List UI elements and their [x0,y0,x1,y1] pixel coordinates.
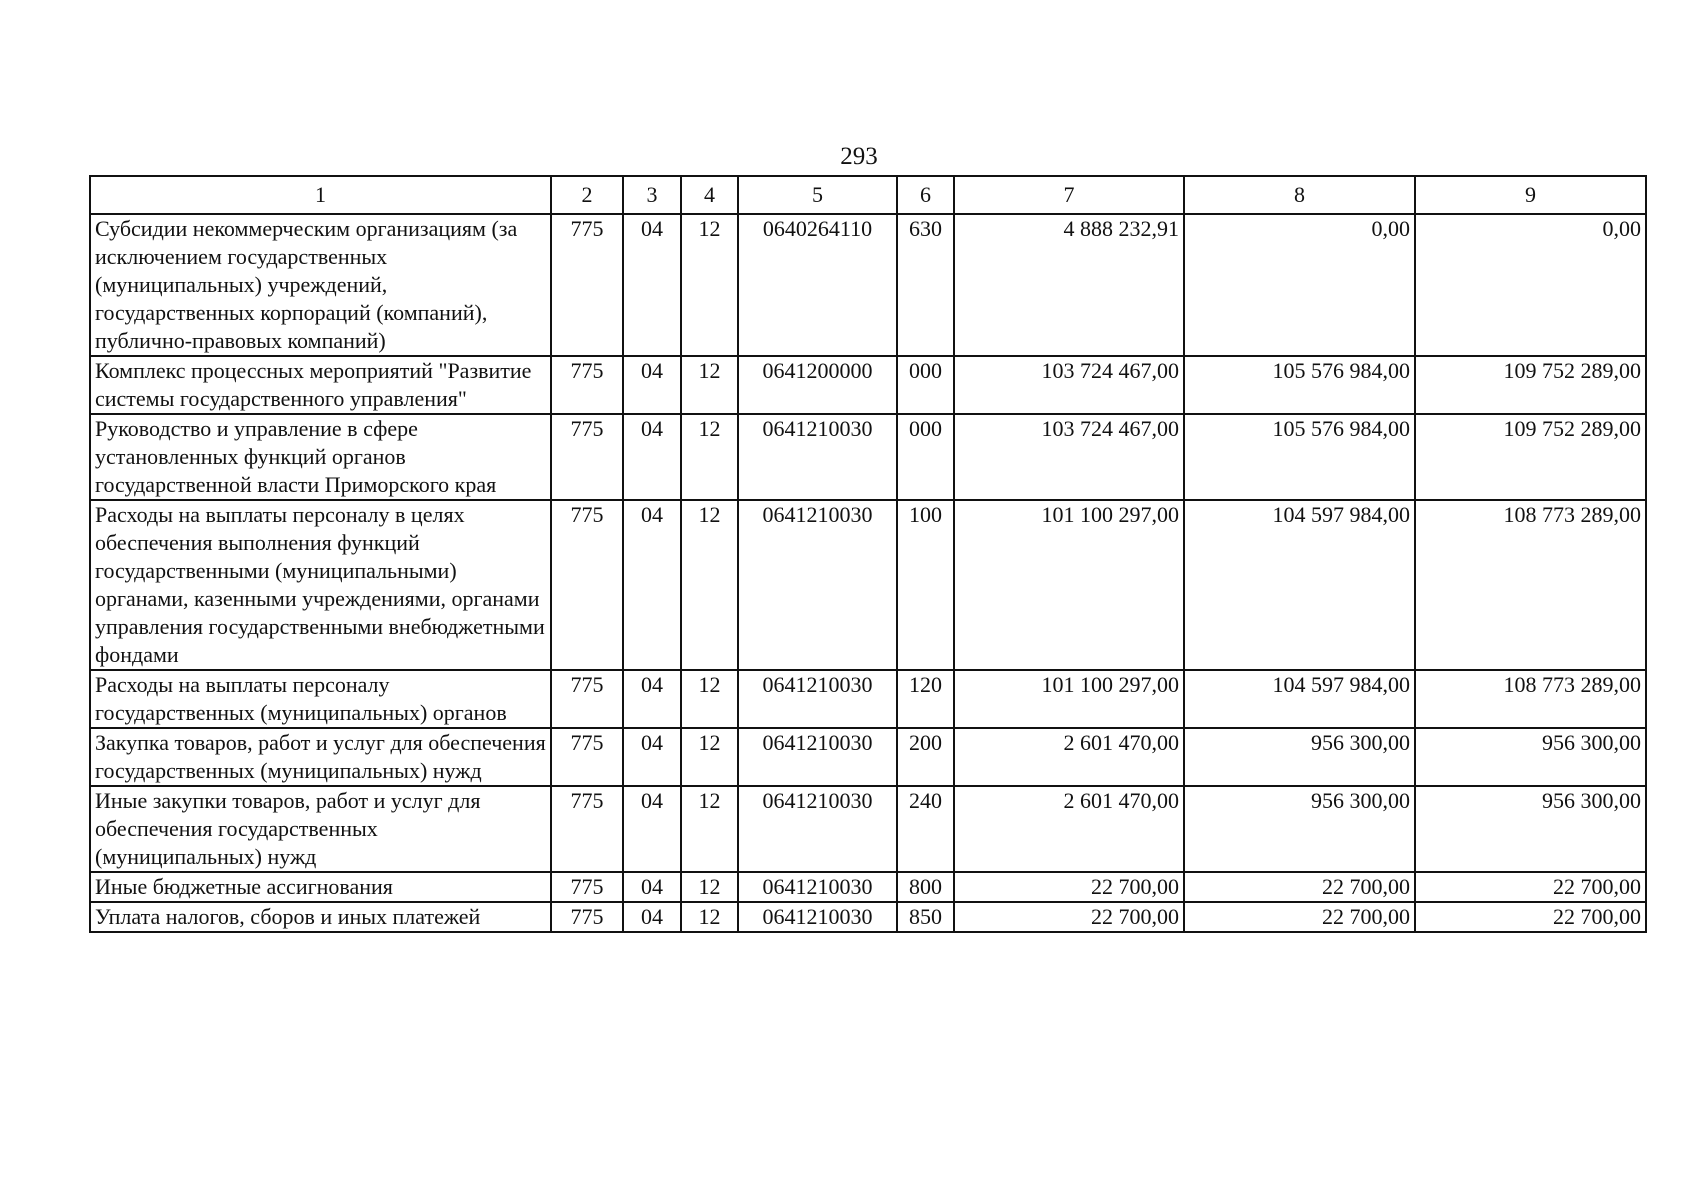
row-amount-8: 105 576 984,00 [1184,414,1415,500]
row-name: Иные бюджетные ассигнования [90,872,551,902]
row-code-4: 12 [681,414,738,500]
row-code-4: 12 [681,786,738,872]
header-row [90,176,1646,214]
row-code-3: 04 [623,356,681,414]
row-code-5: 0641210030 [738,902,897,932]
row-name: Закупка товаров, работ и услуг для обеспечения государственных (муниципальных) нужд [90,728,551,786]
row-code-4: 12 [681,670,738,728]
row-amount-9: 0,00 [1415,214,1646,356]
table-row [90,872,1646,902]
row-code-6: 630 [897,214,954,356]
row-code-2: 775 [551,786,623,872]
row-amount-9: 22 700,00 [1415,902,1646,932]
row-code-3: 04 [623,872,681,902]
row-code-2: 775 [551,872,623,902]
row-code-4: 12 [681,902,738,932]
row-amount-7: 101 100 297,00 [954,500,1184,670]
row-code-5: 0641210030 [738,500,897,670]
row-code-6: 200 [897,728,954,786]
row-amount-9: 108 773 289,00 [1415,500,1646,670]
row-code-4: 12 [681,872,738,902]
row-code-6: 000 [897,356,954,414]
row-code-3: 04 [623,902,681,932]
row-code-2: 775 [551,728,623,786]
header-cell-4: 4 [681,176,738,214]
row-amount-8: 22 700,00 [1184,872,1415,902]
header-cell-8: 8 [1184,176,1415,214]
row-name: Комплекс процессных мероприятий "Развитие системы государственного управления" [90,356,551,414]
row-code-2: 775 [551,414,623,500]
table-row [90,902,1646,932]
row-code-3: 04 [623,500,681,670]
row-code-3: 04 [623,728,681,786]
row-code-2: 775 [551,214,623,356]
row-code-6: 100 [897,500,954,670]
table-row [90,414,1646,500]
row-name: Расходы на выплаты персоналу государственных (муниципальных) органов [90,670,551,728]
row-code-5: 0641210030 [738,786,897,872]
header-cell-7: 7 [954,176,1184,214]
header-cell-6: 6 [897,176,954,214]
row-code-5: 0641210030 [738,414,897,500]
row-code-6: 850 [897,902,954,932]
row-code-2: 775 [551,356,623,414]
row-name: Руководство и управление в сфере установленных функций органов государственной власти Приморского края [90,414,551,500]
table-row [90,356,1646,414]
row-amount-9: 956 300,00 [1415,786,1646,872]
row-code-5: 0641210030 [738,728,897,786]
row-code-5: 0641200000 [738,356,897,414]
row-code-2: 775 [551,500,623,670]
row-code-3: 04 [623,214,681,356]
row-amount-8: 104 597 984,00 [1184,670,1415,728]
row-code-6: 000 [897,414,954,500]
row-amount-7: 2 601 470,00 [954,728,1184,786]
table-row [90,500,1646,670]
page-number: 293 [840,143,878,170]
row-code-5: 0640264110 [738,214,897,356]
table-row [90,786,1646,872]
row-code-6: 120 [897,670,954,728]
row-code-5: 0641210030 [738,872,897,902]
row-code-6: 240 [897,786,954,872]
row-amount-8: 0,00 [1184,214,1415,356]
row-amount-7: 103 724 467,00 [954,356,1184,414]
row-amount-7: 2 601 470,00 [954,786,1184,872]
budget-table [89,175,1647,933]
row-amount-8: 956 300,00 [1184,786,1415,872]
row-amount-9: 22 700,00 [1415,872,1646,902]
row-code-2: 775 [551,902,623,932]
row-name: Расходы на выплаты персоналу в целях обеспечения выполнения функций государственными (муниципальными) органами, казенными учреждениями, органами управления государственными внебюджетными фондами [90,500,551,670]
row-amount-8: 22 700,00 [1184,902,1415,932]
row-code-5: 0641210030 [738,670,897,728]
header-cell-3: 3 [623,176,681,214]
row-amount-7: 22 700,00 [954,872,1184,902]
row-amount-9: 109 752 289,00 [1415,356,1646,414]
row-name: Уплата налогов, сборов и иных платежей [90,902,551,932]
row-code-3: 04 [623,786,681,872]
row-amount-9: 108 773 289,00 [1415,670,1646,728]
header-cell-1: 1 [90,176,551,214]
row-code-2: 775 [551,670,623,728]
row-amount-9: 109 752 289,00 [1415,414,1646,500]
row-amount-8: 105 576 984,00 [1184,356,1415,414]
row-code-4: 12 [681,500,738,670]
table-row [90,670,1646,728]
table-row [90,214,1646,356]
row-name: Иные закупки товаров, работ и услуг для обеспечения государственных (муниципальных) нужд [90,786,551,872]
row-amount-7: 4 888 232,91 [954,214,1184,356]
row-code-4: 12 [681,728,738,786]
row-code-3: 04 [623,414,681,500]
row-amount-7: 103 724 467,00 [954,414,1184,500]
row-code-4: 12 [681,214,738,356]
header-cell-5: 5 [738,176,897,214]
row-amount-9: 956 300,00 [1415,728,1646,786]
table-row [90,728,1646,786]
row-amount-8: 104 597 984,00 [1184,500,1415,670]
header-cell-2: 2 [551,176,623,214]
row-code-4: 12 [681,356,738,414]
row-amount-7: 101 100 297,00 [954,670,1184,728]
row-amount-7: 22 700,00 [954,902,1184,932]
row-code-3: 04 [623,670,681,728]
row-amount-8: 956 300,00 [1184,728,1415,786]
row-name: Субсидии некоммерческим организациям (за исключением государственных (муниципальных) учреждений, государственных корпораций (компаний), публично-правовых компаний) [90,214,551,356]
header-cell-9: 9 [1415,176,1646,214]
row-code-6: 800 [897,872,954,902]
